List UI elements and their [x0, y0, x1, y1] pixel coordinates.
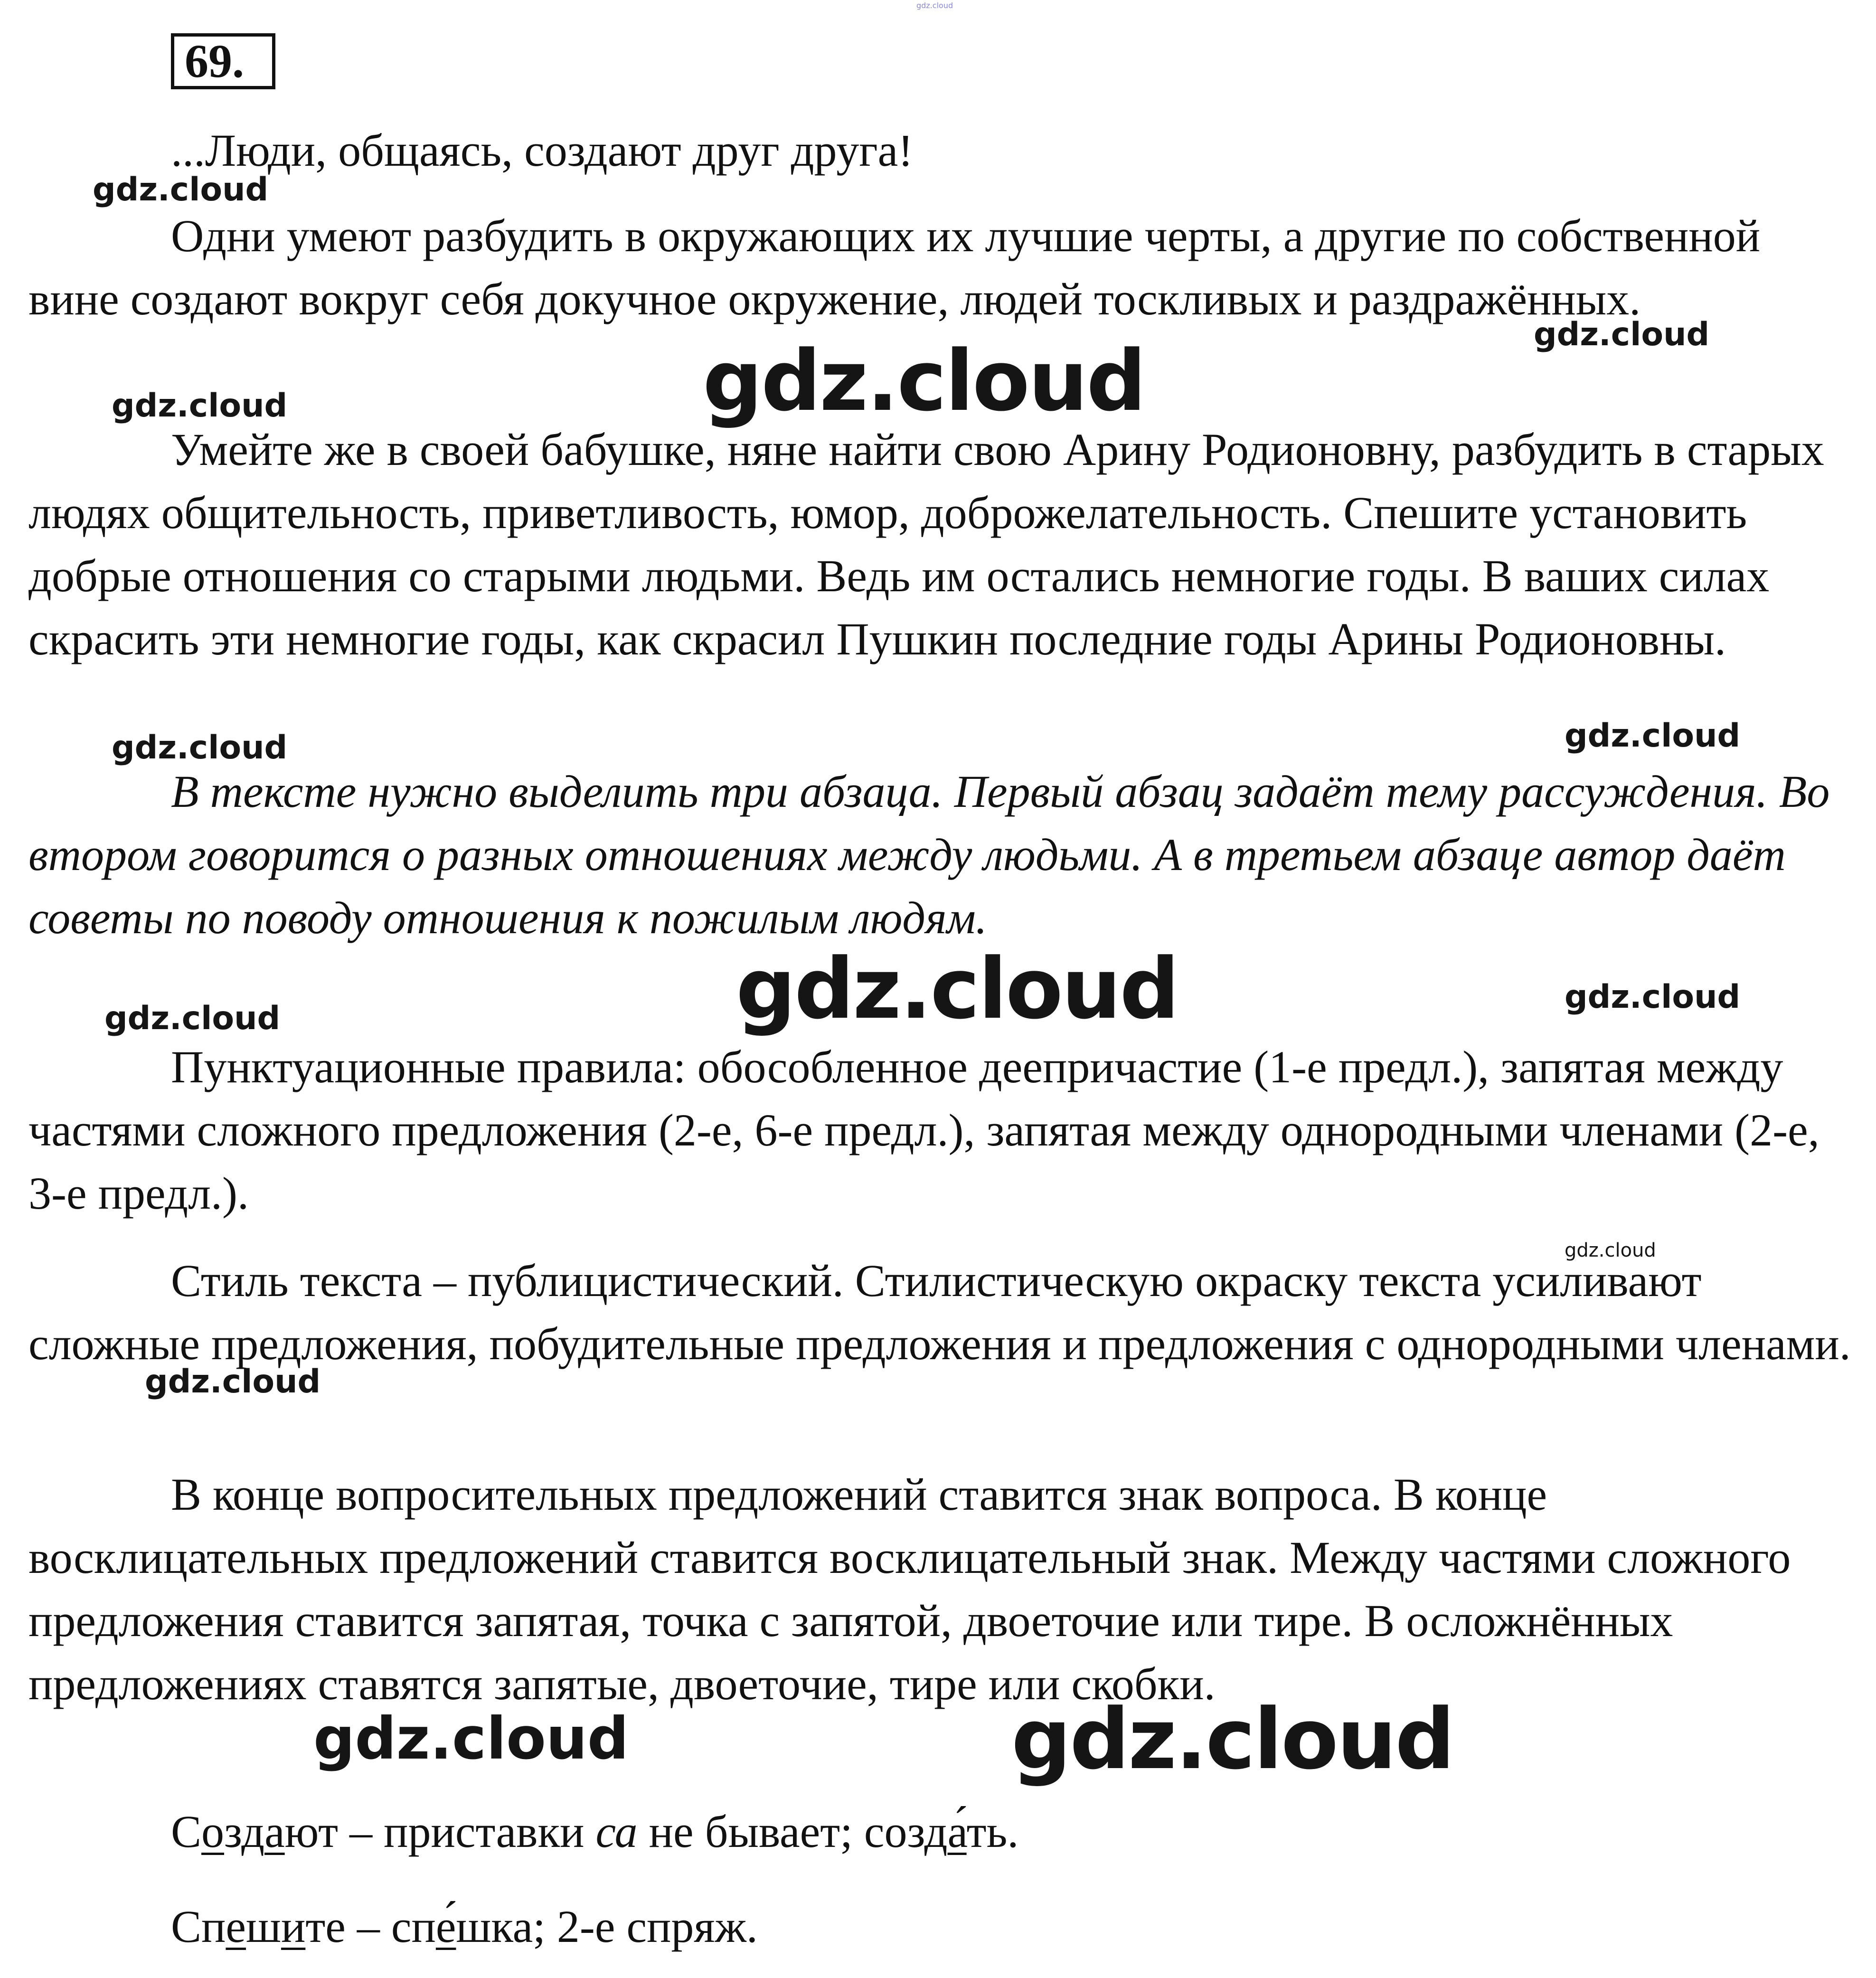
underlined-vowel: и [281, 1901, 306, 1952]
text-fragment: зд [224, 1806, 265, 1857]
paragraph-5: Пунктуационные правила: обособленное деепричастие (1-е предл.), запятая между частями сложного предложения (2-е, 6-е предл.), запятая между однородными членами (2-е, 3-е предл.). [28, 1041, 1819, 1219]
text-fragment: не бывает; созд [637, 1806, 948, 1857]
underlined-vowel: а [264, 1806, 285, 1857]
watermark: gdz.cloud [1565, 1240, 1656, 1261]
watermark: gdz.cloud [703, 332, 1145, 430]
underlined-stressed-vowel: а́ [947, 1806, 967, 1857]
text-fragment: те – сп [305, 1901, 436, 1952]
text-fragment: С [171, 1806, 202, 1857]
text-fragment: шка; 2-е спряж. [456, 1901, 758, 1952]
watermark: gdz.cloud [1565, 978, 1741, 1016]
paragraph-3: Умейте же в своей бабушке, няне найти свою Арину Родионовну, разбудить в старых людях общительность, приветливость, юмор, доброжелательность. Спешите установить добрые отношения со старыми людьми. Ведь им остались немногие годы. В ваших силах скрасить эти немногие годы, как скрасил Пушкин последние годы Арины Родионовны. [28, 424, 1824, 664]
paragraph-6: Стиль текста – публицистический. Стилистическую окраску текста усиливают сложные предложения, побудительные предложения и предложения с однородными членами. [28, 1255, 1851, 1369]
watermark: gdz.cloud [1565, 717, 1741, 755]
text-fragment: ют – приставки [284, 1806, 596, 1857]
text-fragment: Сп [171, 1901, 226, 1952]
watermark: gdz.cloud [736, 940, 1178, 1038]
paragraph-7: В конце вопросительных предложений ставится знак вопроса. В конце восклицательных предложений ставится восклицательный знак. Между частями сложного предложения ставится запятая, точка с запятой, двоеточие или тире. В осложнённых предложениях ставятся запятые, двоеточие, тире или скобки. [28, 1469, 1791, 1709]
text-fragment: ть. [966, 1806, 1019, 1857]
watermark: gdz.cloud [313, 1705, 629, 1772]
watermark: gdz.cloud [145, 1363, 321, 1401]
underlined-vowel: о [201, 1806, 225, 1857]
underlined-vowel: е [226, 1901, 246, 1952]
watermark: gdz.cloud [916, 1, 953, 10]
word-analysis-line-1 [171, 1800, 1018, 1863]
watermark: gdz.cloud [93, 171, 269, 208]
paragraph-1: ...Люди, общаясь, создают друг друга! [171, 125, 914, 176]
task-number: 69. [171, 33, 275, 89]
watermark: gdz.cloud [1011, 1691, 1454, 1788]
underlined-stressed-vowel: е́ [435, 1901, 456, 1952]
watermark: gdz.cloud [112, 729, 288, 767]
paragraph-2: Одни умеют разбудить в окружающих их лучшие черты, а другие по собственной вине создают вокруг себя докучное окружение, людей тоскливых и раздражённых. [28, 210, 1761, 324]
watermark: gdz.cloud [1534, 316, 1710, 353]
watermark: gdz.cloud [112, 387, 288, 425]
text-fragment: ш [246, 1901, 281, 1952]
watermark: gdz.cloud [104, 1000, 281, 1037]
word-analysis-line-2 [171, 1895, 758, 1958]
paragraph-4-italic: В тексте нужно выделить три абзаца. Первый абзац задаёт тему рассуждения. Во втором говорится о разных отношениях между людьми. А в третьем абзаце автор даёт советы по поводу отношения к пожилым людям. [28, 766, 1830, 943]
italic-prefix: са [595, 1806, 638, 1857]
